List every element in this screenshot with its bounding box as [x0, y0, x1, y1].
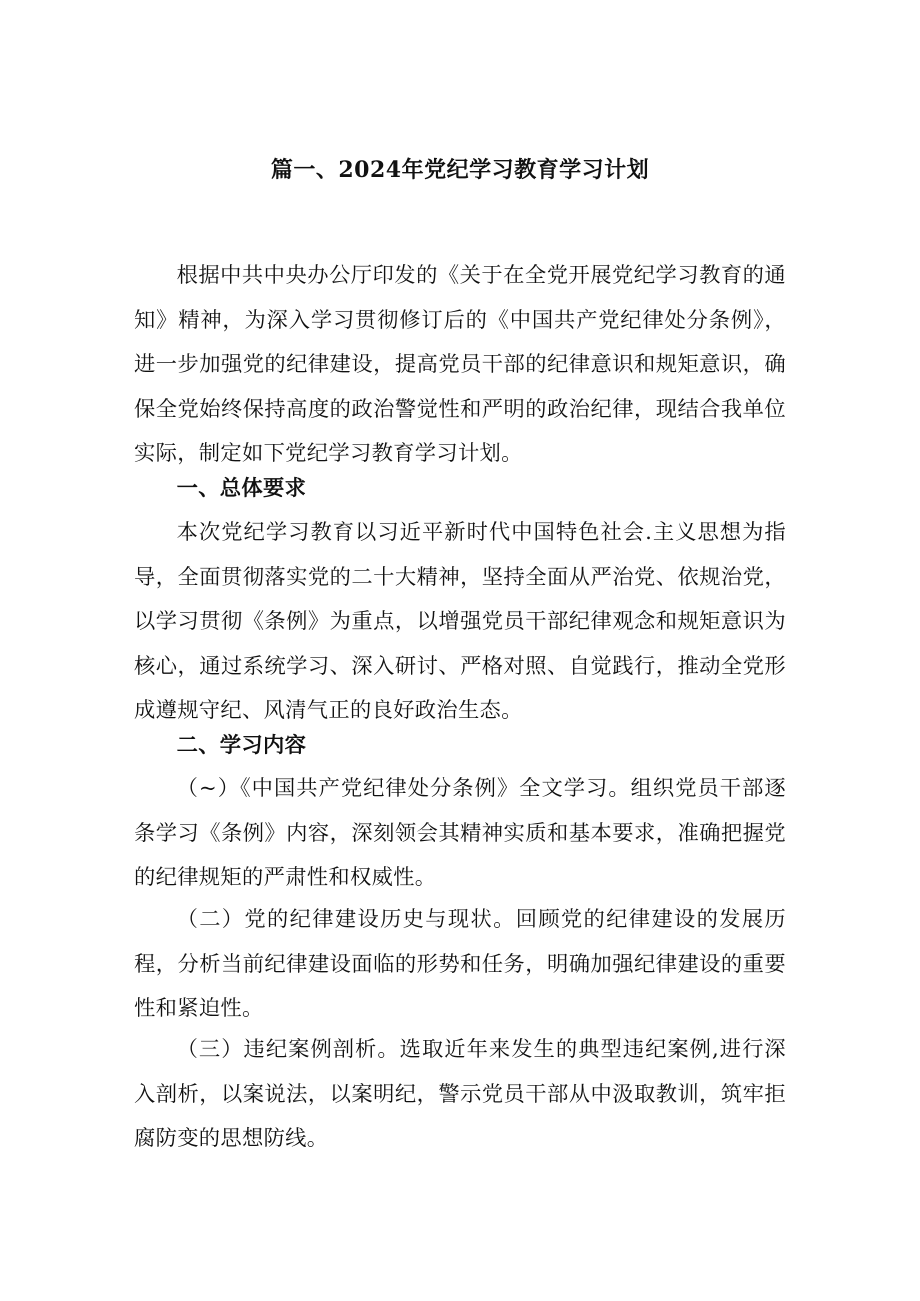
document-title: 篇一、2024年党纪学习教育学习计划	[270, 157, 650, 183]
section-heading-study-content: 二、学习内容	[176, 733, 307, 758]
study-content-item-3: （三）违纪案例剖析。选取近年来发生的典型违纪案例,进行深入剖析，以案说法，以案明纪，警示党员干部从中汲取教训，筑牢拒腐防变的思想防线。	[134, 1037, 786, 1151]
study-content-item-1: （~）《中国共产党纪律处分条例》全文学习。组织党员干部逐条学习《条例》内容，深刻领会其精神实质和基本要求，准确把握党的纪律规矩的严肃性和权威性。	[134, 776, 786, 890]
section-heading-general-requirements: 一、总体要求	[176, 476, 307, 501]
study-content-item-2: （二）党的纪律建设历史与现状。回顾党的纪律建设的发展历程，分析当前纪律建设面临的形势和任务，明确加强纪律建设的重要性和紧迫性。	[134, 907, 786, 1021]
intro-paragraph: 根据中共中央办公厅印发的《关于在全党开展党纪学习教育的通知》精神，为深入学习贯彻修订后的《中国共产党纪律处分条例》，进一步加强党的纪律建设，提高党员干部的纪律意识和规矩意识，确保全党始终保持高度的政治警觉性和严明的政治纪律，现结合我单位实际，制定如下党纪学习教育学习计划。	[134, 263, 786, 466]
general-requirements-paragraph: 本次党纪学习教育以习近平新时代中国特色社会.主义思想为指导，全面贯彻落实党的二十大精神，坚持全面从严治党、依规治党，以学习贯彻《条例》为重点，以增强党员干部纪律观念和规矩意识为核心，通过系统学习、深入研讨、严格对照、自觉践行，推动全党形成遵规守纪、风清气正的良好政治生态。	[134, 520, 786, 723]
